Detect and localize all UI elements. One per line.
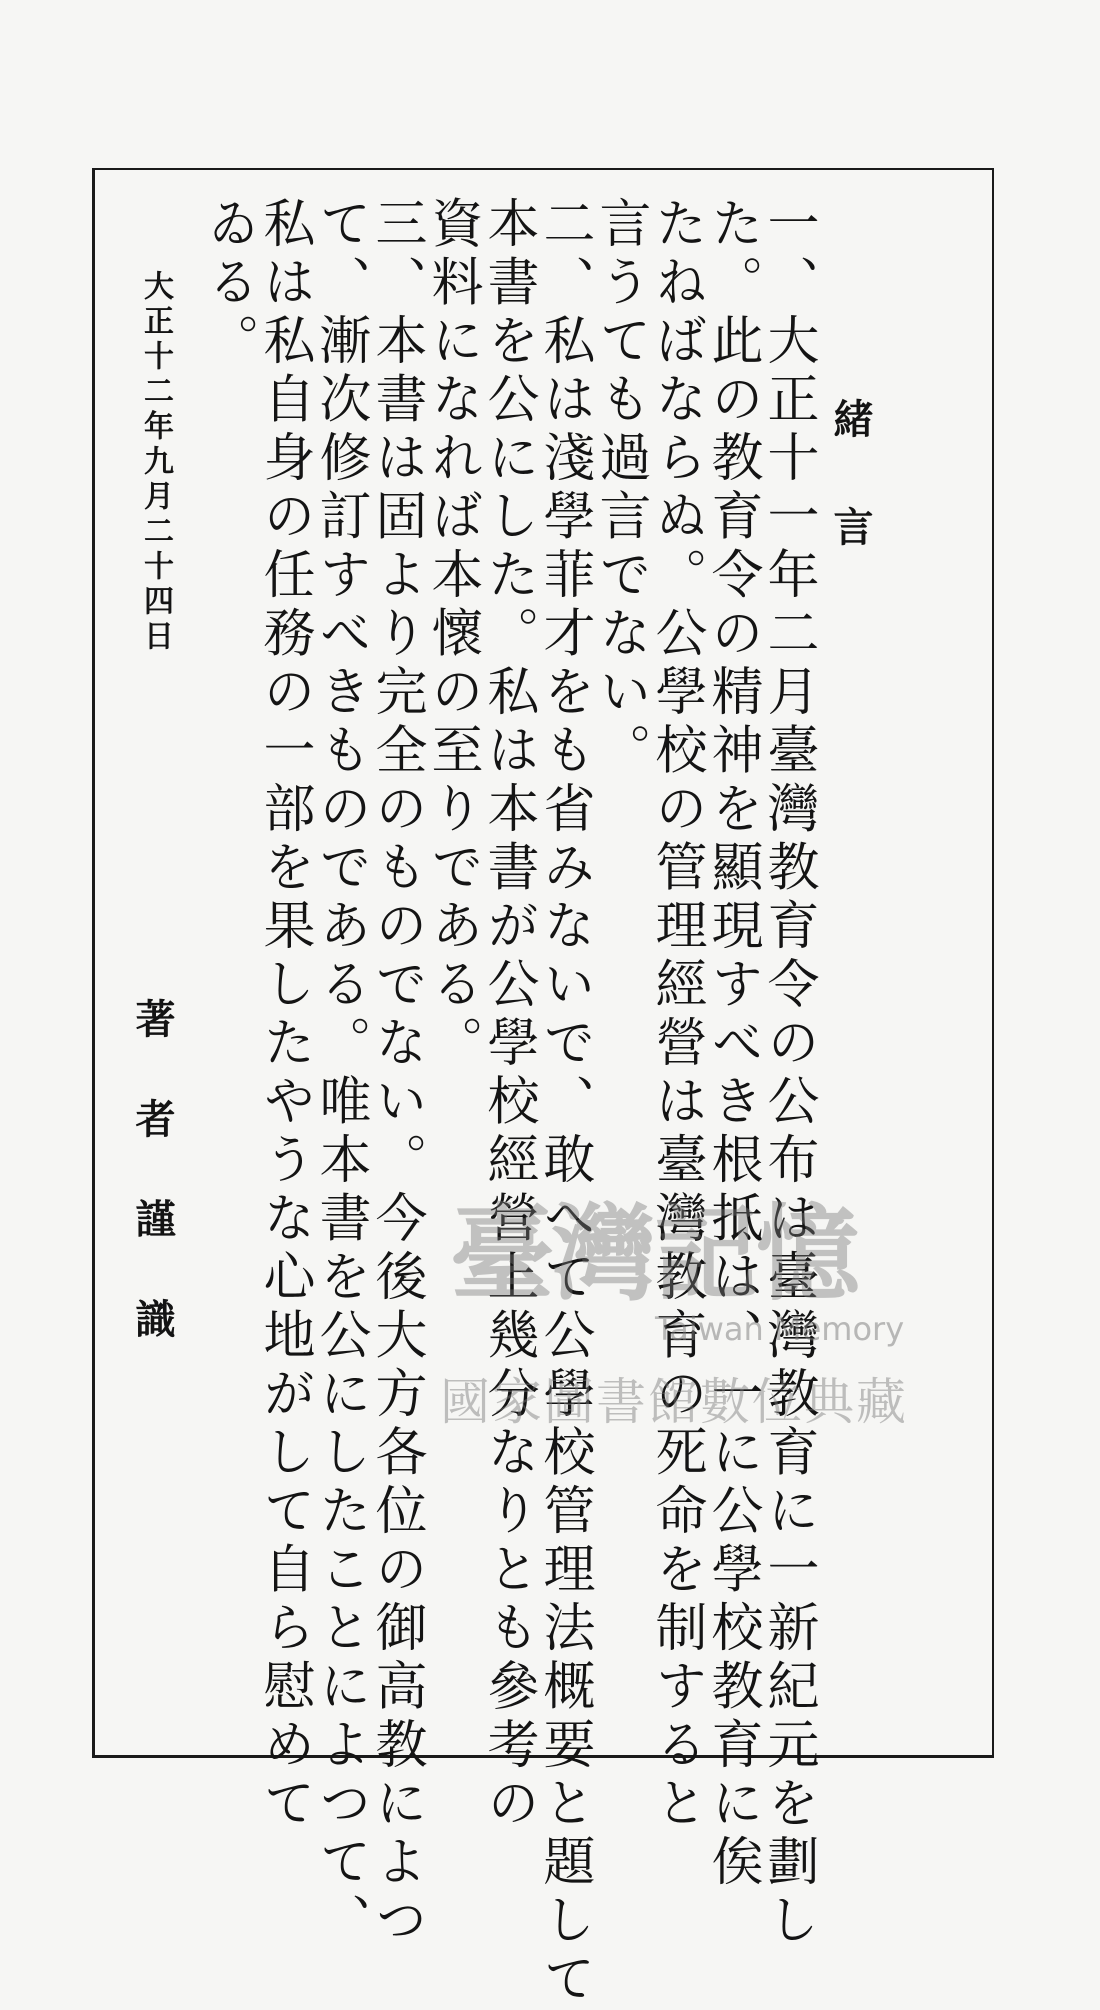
watermark-english-text: Taiwan Memory	[655, 1310, 905, 1348]
watermark-chinese-text: 國家圖書館數位典藏	[440, 1373, 908, 1431]
body-column-7: 資料になれば本懷の至りである。	[422, 196, 482, 1074]
body-column-6: 本書を公にした。私は本書が公學校經營上幾分なりとも參考の	[478, 196, 538, 1834]
body-column-3: たねばならぬ。公學校の管理經營は臺灣教育の死命を制すると	[646, 196, 706, 1834]
body-column-9: て、漸次修訂すべきものである。唯本書を公にしたことによつて、	[310, 196, 370, 1951]
page-title: 緒言	[827, 398, 874, 614]
body-column-2: た。此の教育令の精神を顯現すべき根抵は、一に公學校教育に俟	[702, 196, 762, 1893]
body-column-11: ゐる。	[198, 196, 258, 372]
watermark-logo: 臺灣記憶	[450, 1192, 859, 1315]
body-column-5: 二、私は淺學菲才をも省みないで、敢へて公學校管理法概要と題して	[534, 196, 594, 2010]
body-column-10: 私は私自身の任務の一部を果したやうな心地がして自ら慰めて	[254, 196, 314, 1834]
body-column-8: 三、本書は固より完全のものでない。今後大方各位の御高教によつ	[366, 196, 426, 1951]
date-line: 大正十二年九月二十四日	[138, 270, 173, 655]
body-column-4: 言うても過言でない。	[590, 196, 650, 781]
body-column-1: 一、大正十一年二月臺灣教育令の公布は臺灣教育に一新紀元を劃し	[758, 196, 818, 1951]
author-signature: 著者謹識	[129, 998, 176, 1398]
